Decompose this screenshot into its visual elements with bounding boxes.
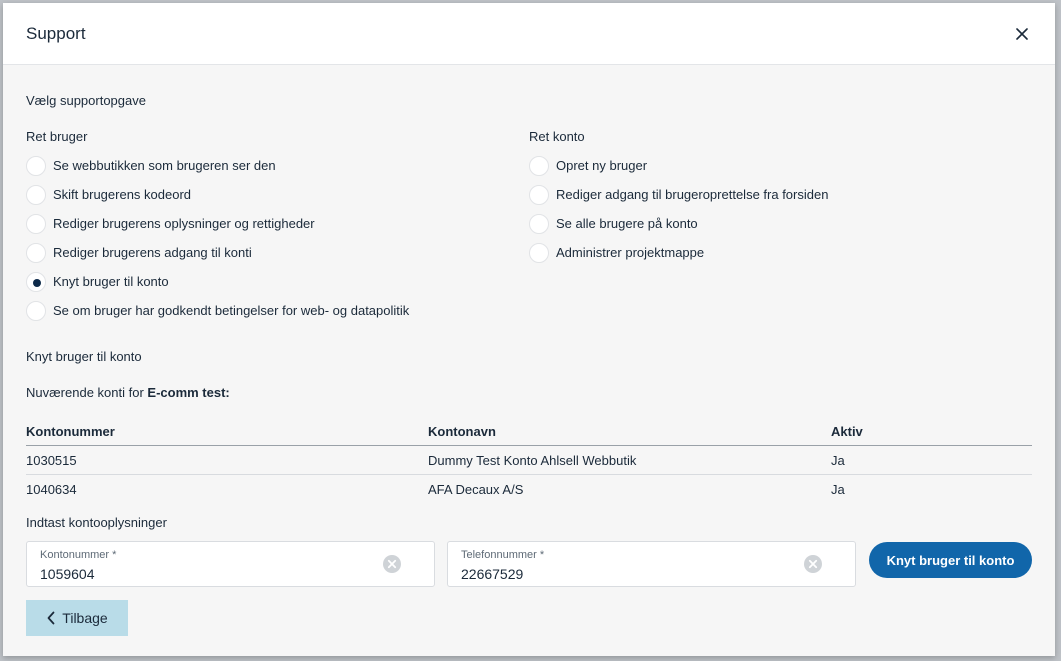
user-task-option[interactable] xyxy=(26,238,506,267)
radio-label: Rediger adgang til brugeroprettelse fra forsiden xyxy=(556,187,829,202)
cell-active: Ja xyxy=(831,482,845,497)
radio-button[interactable] xyxy=(26,156,46,176)
radio-button[interactable] xyxy=(26,243,46,263)
radio-button[interactable] xyxy=(529,243,549,263)
form-section-title: Indtast kontooplysninger xyxy=(26,515,167,530)
clear-icon[interactable] xyxy=(803,554,823,574)
chevron-left-icon xyxy=(46,611,56,625)
user-task-option[interactable] xyxy=(26,296,506,325)
column-header-active: Aktiv xyxy=(831,423,863,439)
user-task-option[interactable] xyxy=(26,209,506,238)
radio-button[interactable] xyxy=(26,301,46,321)
radio-label: Opret ny bruger xyxy=(556,158,648,173)
phone-number-input[interactable]: 22667529 xyxy=(461,566,524,582)
account-task-group xyxy=(529,129,1009,267)
user-task-group xyxy=(26,129,506,325)
account-task-option[interactable] xyxy=(529,180,1009,209)
account-task-option[interactable] xyxy=(529,151,1009,180)
modal-title: Support xyxy=(26,24,86,43)
column-header-account-name: Kontonavn xyxy=(428,423,496,439)
column-header-account-number: Kontonummer xyxy=(26,423,115,439)
task-section-title: Vælg supportopgave xyxy=(26,93,146,108)
back-button[interactable] xyxy=(26,600,128,636)
radio-label: Administrer projektmappe xyxy=(556,245,705,260)
phone-number-field[interactable] xyxy=(447,541,856,587)
radio-label: Se om bruger har godkendt betingelser for web- og datapolitik xyxy=(53,303,410,318)
account-task-option[interactable] xyxy=(529,238,1009,267)
account-number-input[interactable]: 1059604 xyxy=(40,566,95,582)
user-group-title: Ret bruger xyxy=(26,129,88,144)
radio-button[interactable] xyxy=(26,272,46,292)
radio-button[interactable] xyxy=(529,214,549,234)
support-modal xyxy=(3,3,1055,656)
current-user-name: E-comm test: xyxy=(147,385,230,400)
current-accounts-caption xyxy=(26,385,230,400)
close-icon xyxy=(1011,23,1033,45)
radio-label: Se webbutikken som brugeren ser den xyxy=(53,158,276,173)
modal-header xyxy=(3,3,1055,65)
cell-active: Ja xyxy=(831,452,845,468)
user-task-option[interactable] xyxy=(26,267,506,296)
cell-account-number: 1030515 xyxy=(26,452,77,468)
link-section-title: Knyt bruger til konto xyxy=(26,349,142,364)
user-task-option[interactable] xyxy=(26,180,506,209)
radio-label: Se alle brugere på konto xyxy=(556,216,698,231)
current-accounts-prefix: Nuværende konti for xyxy=(26,385,148,400)
table-row xyxy=(26,446,1032,475)
radio-label: Skift brugerens kodeord xyxy=(53,187,192,202)
radio-button[interactable] xyxy=(529,185,549,205)
account-number-field[interactable] xyxy=(26,541,435,587)
table-row xyxy=(26,475,1032,504)
radio-button[interactable] xyxy=(26,214,46,234)
radio-label: Rediger brugerens oplysninger og rettigheder xyxy=(53,216,315,231)
cell-account-name: Dummy Test Konto Ahlsell Webbutik xyxy=(428,452,637,468)
account-number-label: Kontonummer * xyxy=(40,549,117,561)
radio-button[interactable] xyxy=(529,156,549,176)
account-task-option[interactable] xyxy=(529,209,1009,238)
table-header-row xyxy=(26,417,1032,446)
cell-account-number: 1040634 xyxy=(26,482,77,497)
radio-button[interactable] xyxy=(26,185,46,205)
clear-icon[interactable] xyxy=(382,554,402,574)
accounts-table xyxy=(26,417,1032,504)
radio-label: Knyt bruger til konto xyxy=(53,274,169,289)
link-user-to-account-button[interactable]: Knyt bruger til konto xyxy=(869,542,1032,578)
radio-label: Rediger brugerens adgang til konti xyxy=(53,245,252,260)
close-button[interactable] xyxy=(1011,23,1033,45)
user-task-option[interactable] xyxy=(26,151,506,180)
cell-account-name: AFA Decaux A/S xyxy=(428,482,524,497)
back-button-label: Tilbage xyxy=(62,610,108,626)
account-group-title: Ret konto xyxy=(529,129,585,144)
phone-number-label: Telefonnummer * xyxy=(461,549,545,561)
